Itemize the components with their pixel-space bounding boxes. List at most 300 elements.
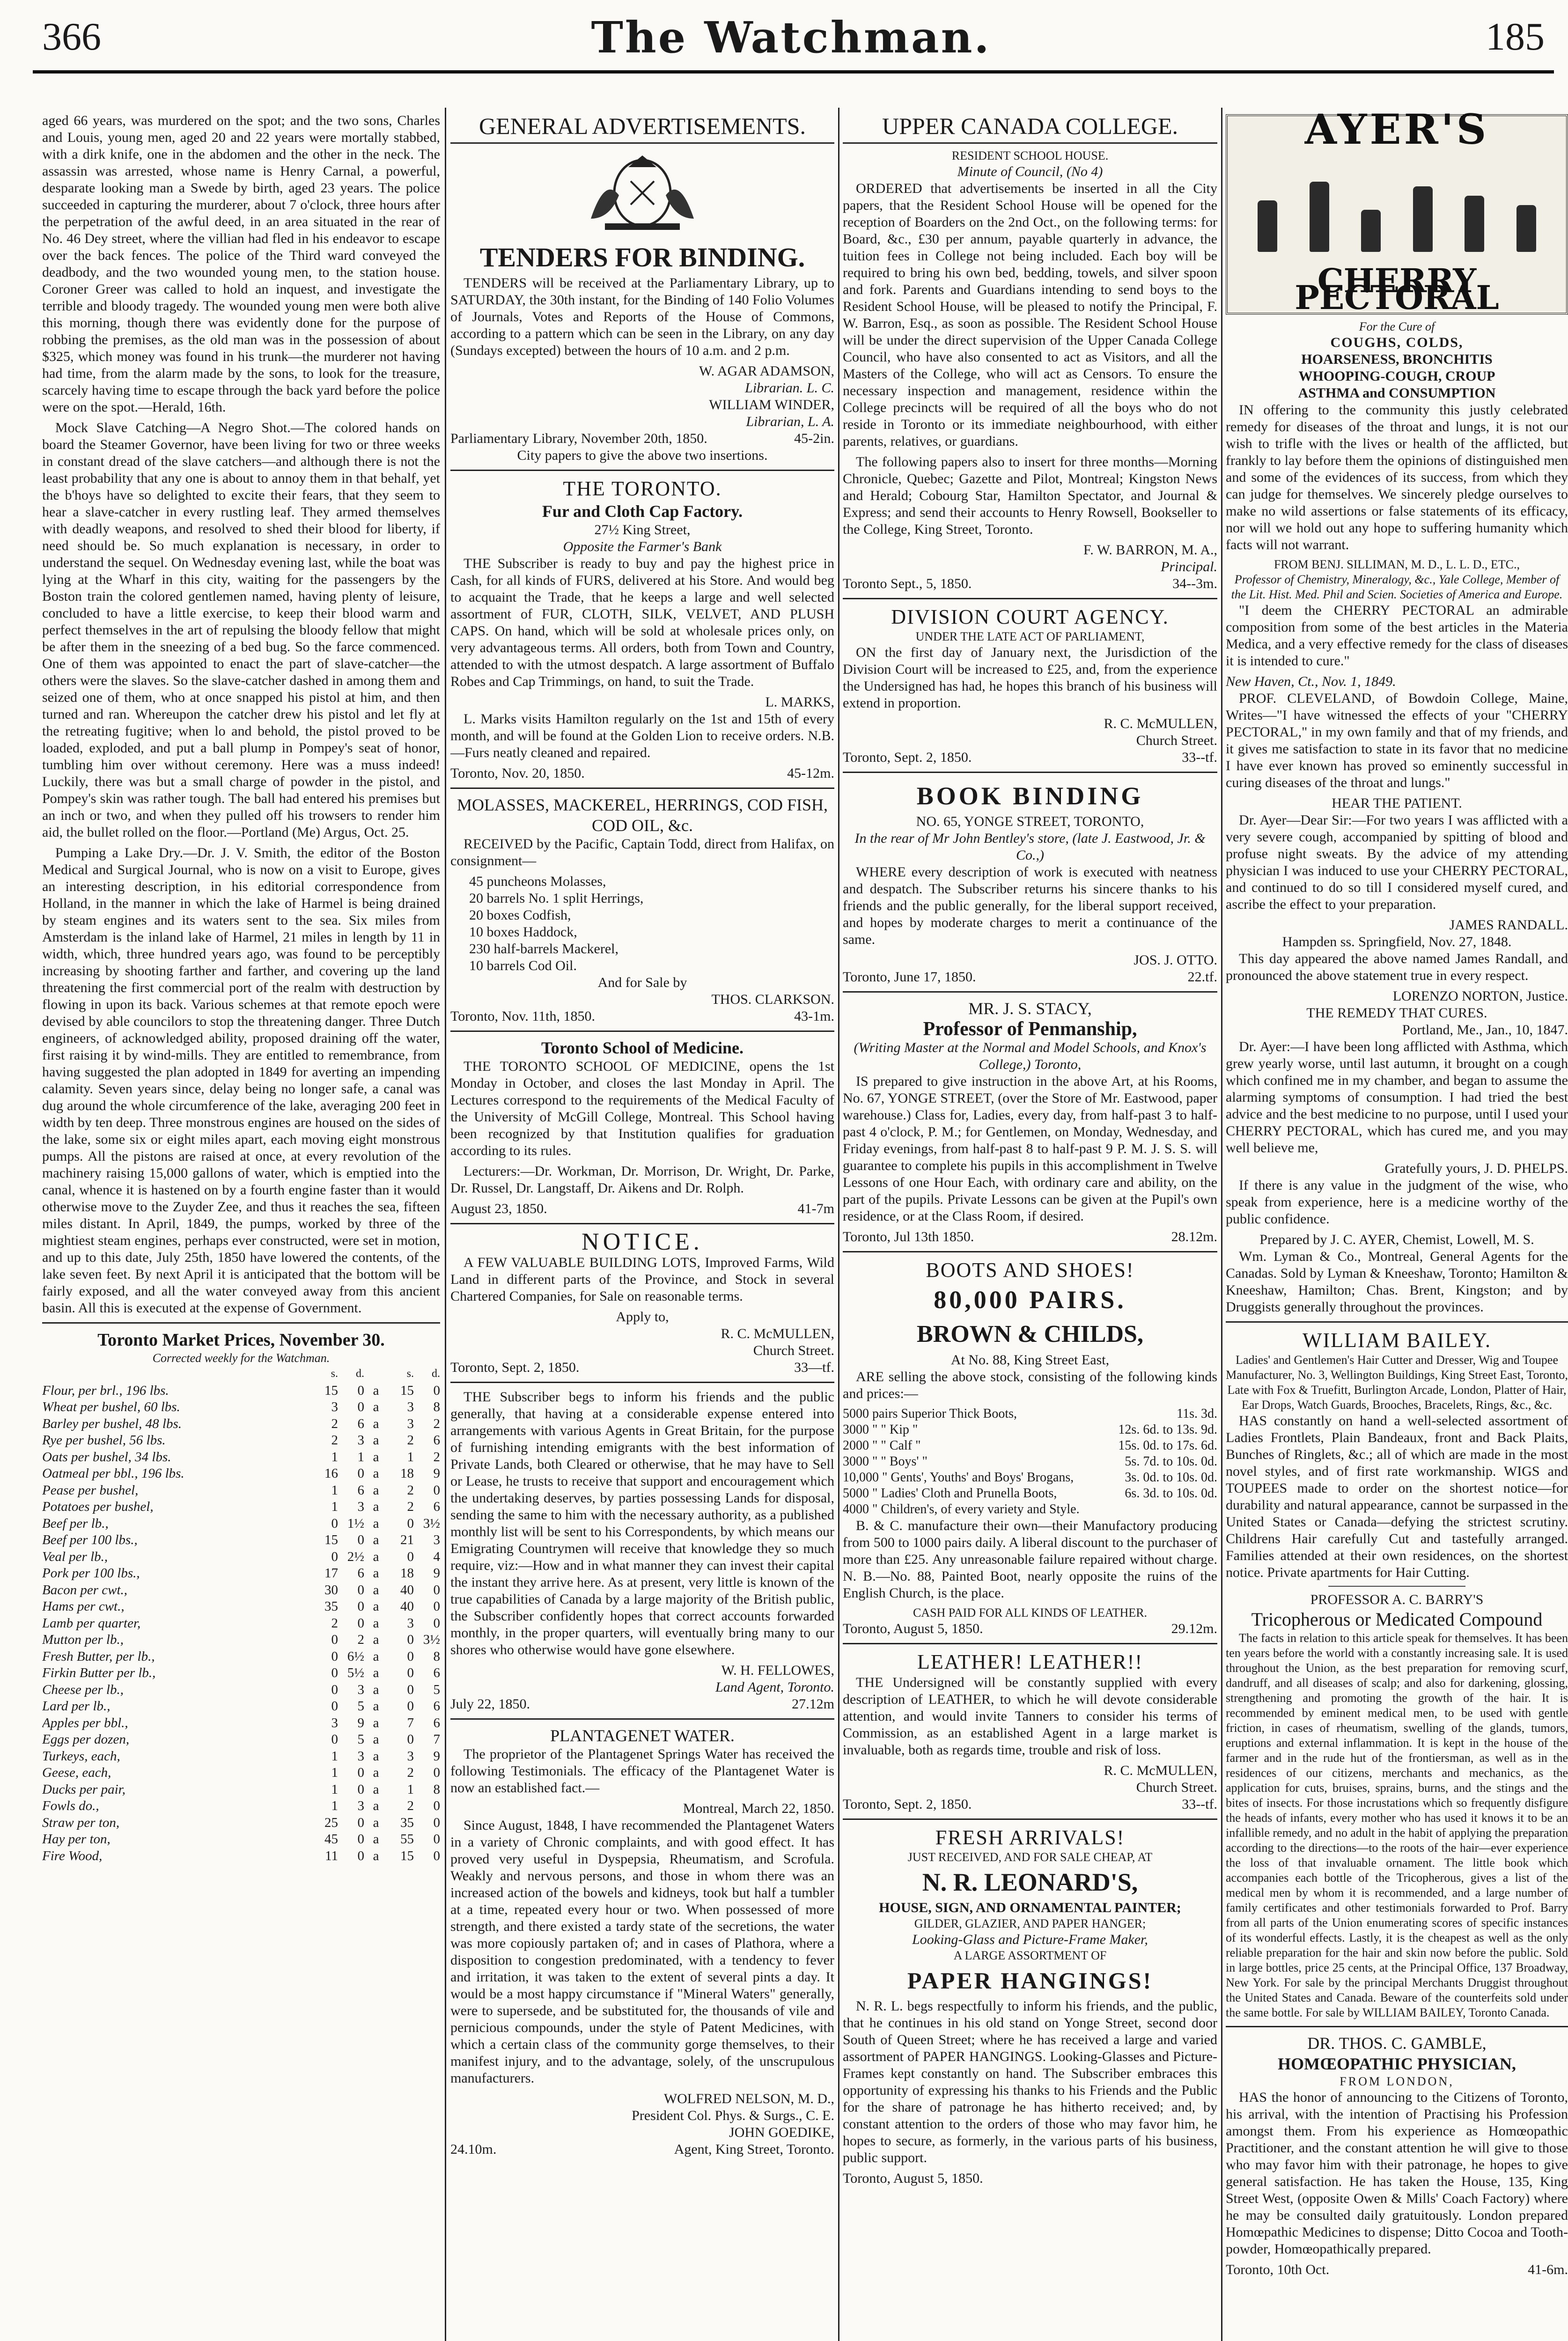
gamble-heading: DR. THOS. C. GAMBLE,: [1307, 2034, 1487, 2053]
market-price-cell: 11: [325, 1848, 338, 1863]
notice-ref: 33—tf.: [794, 1360, 834, 1375]
division-court-sub: UNDER THE LATE ACT OF PARLIAMENT,: [915, 630, 1145, 643]
table-row: [42, 1782, 440, 1798]
list-item: 230 half-barrels Mackerel,: [469, 941, 619, 957]
fur-factory-address: 27½ King Street,: [594, 522, 691, 537]
market-price-cell: 0: [433, 1848, 440, 1863]
market-price-cell: 0: [433, 1482, 440, 1498]
market-price-cell: 0: [433, 1582, 440, 1597]
separator: [450, 470, 834, 471]
division-court-signature-street: Church Street.: [1136, 733, 1217, 748]
ayer-patient-signature: JAMES RANDALL.: [1449, 917, 1568, 933]
plantagenet-testimonial: Since August, 1848, I have recommended the Plantagenet Waters in a variety of Chronic complaints, and with good effect. It has proved very useful in Dyspepsia, Rheumatism, and Scrofula. Weakly and nervous persons, and those in whom there was an increased action of the bowels and kidneys, took but half a tumbler at a time, repeated every hour or two. When possessed of more strength, and there existed a tardy state of the secretions, the water was more copiously partaken of; and in cases of Plathora, where a disposition to congestion predominated, with a tendency to fever and irritation, it was taken to the extent of several pints a day. It would be a most happy circumstance if "Mineral Waters" generally, were to supersede, and be substituted for, the thousands of vile and pernicious compounds, under the style of Patent Medicines, with which a certain class of the community gorge themselves, to their manifest injury, and to the advantage, solely, of the unscrupulous manufacturers.: [450, 1818, 834, 2086]
market-price-cell: 3: [357, 1682, 364, 1697]
boot-price: 12s. 6d. to 13s. 9d.: [1118, 1422, 1217, 1437]
market-price-cell: a: [373, 1782, 379, 1797]
bottles-icon: [1242, 177, 1552, 252]
market-price-cell: 3: [407, 1416, 414, 1431]
boot-item: 3000 " " Kip ": [843, 1422, 918, 1437]
market-price-cell: a: [373, 1715, 379, 1730]
list-item: 10 barrels Cod Oil.: [469, 958, 577, 973]
market-price-cell: 3½: [423, 1516, 440, 1531]
column-divider: [445, 108, 446, 2341]
boot-item: 5000 pairs Superior Thick Boots,: [843, 1406, 1017, 1421]
market-price-cell: 2: [331, 1615, 338, 1631]
list-item: [843, 1470, 1217, 1486]
ayers-logo-subtitle: CHERRY PECTORAL: [1295, 261, 1499, 317]
market-item: Lamb per quarter,: [42, 1615, 141, 1631]
market-price-cell: a: [373, 1765, 379, 1780]
separator: [450, 1382, 834, 1383]
market-price-cell: 1: [331, 1482, 338, 1498]
ucc-ref: 34--3m.: [1172, 576, 1217, 591]
remedy-signature: Gratefully yours, J. D. PHELPS.: [1384, 1161, 1568, 1176]
ayer-agents: Wm. Lyman & Co., Montreal, General Agents for the Canadas. Sold by Lyman & Kneeshaw, Toronto; Hamilton & Kneeshaw, Hamilton; Chas. Brent, Kingston; and by Druggists generally throughout the provinces.: [1226, 1249, 1568, 1315]
plantagenet-ref: 24.10m.: [450, 2142, 497, 2157]
market-price-cell: 7: [433, 1732, 440, 1747]
table-row: [42, 1649, 440, 1665]
market-item: Rye per bushel, 56 lbs.: [42, 1433, 166, 1448]
market-price-cell: 0: [331, 1516, 338, 1531]
market-price-cell: 0: [357, 1599, 364, 1614]
page-number-left: 366: [42, 15, 101, 59]
market-item: Hams per cwt.,: [42, 1599, 125, 1614]
column-divider: [838, 108, 839, 2341]
header-rule: [33, 70, 1554, 74]
remedy-date: Portland, Me., Jan., 10, 1847.: [1402, 1022, 1568, 1038]
table-row: [42, 1482, 440, 1499]
market-price-cell: 0: [331, 1732, 338, 1747]
hear-patient-heading: HEAR THE PATIENT.: [1332, 795, 1462, 811]
stacy-ref: 28.12m.: [1171, 1229, 1217, 1244]
separator: [843, 1251, 1217, 1252]
separator: [1226, 1321, 1568, 1323]
market-price-cell: a: [373, 1649, 379, 1664]
market-price-cell: 6: [433, 1499, 440, 1514]
ayer-cure-4: ASTHMA and CONSUMPTION: [1298, 385, 1496, 401]
list-item: 20 boxes Codfish,: [469, 907, 571, 923]
boot-item: 2000 " " Calf ": [843, 1438, 921, 1453]
fur-factory-ref: 45-12m.: [787, 766, 834, 781]
market-price-cell: 0: [357, 1832, 364, 1847]
leather-date: Toronto, Sept. 2, 1850.: [843, 1796, 972, 1812]
market-price-cell: 8: [433, 1399, 440, 1414]
tenders-signature: W. AGAR ADAMSON,: [699, 363, 834, 379]
boots-ref: 29.12m.: [1171, 1621, 1217, 1636]
market-item: Turkeys, each,: [42, 1748, 120, 1764]
boots-cash: CASH PAID FOR ALL KINDS OF LEATHER.: [913, 1606, 1148, 1620]
william-bailey-body: HAS constantly on hand a well-selected assortment of Ladies Frontlets, Plain Bandeaux, front and Back Plaits, Bunches of Ringlets, &c.; all of which are made in the most novel styles, and of first rate workmanship. WIGS and TOUPEES made to order on the shortest notice—for durability and natural appearance, cannot be surpassed in the United States or Canada—defying the strictest scrutiny. Childrens Hair carefully Cut and tastefully arranged. Families attended at their own residences, on the shortest notice. Private apartments for Hair Cutting.: [1226, 1413, 1568, 1580]
market-price-cell: 2: [407, 1482, 414, 1498]
column-4: [1226, 112, 1568, 2341]
barry-body: The facts in relation to this article speak for themselves. It has been ten years before the world with a constantly increasing sale. It is used throughout the Union, as the best preparation for removing scurf, dandruff, and all diseases of scalp; and also for darkening, glossing, strengthening and promoting the growth of the hair. It is recommended by eminent medical men, to be used with gentle friction, in cases of rheumatism, swelling of the glands, tumors, eruptions and external inflammation. It is kept in the house of the farmer and in the rude hut of the frontiersman, as well as in the residences of our citizens, merchants and mechanics, as the application for cuts, bruises, sprains, burns, and the stings and the bites of insects. For those incrustations which so frequently disfigure the heads of infants, every mother who has used it knows it to be an infallible remedy, and no adult in the habit of applying the preparation according to the directions—to the roots of the hair—ever experience the loss of that invaluable ornament. The little book which accompanies each bottle of the Tricopherous, gives a list of the medical men by whom it is recommended, and a large number of family certificates and other testimonials forwarded to Prof. Barry from all parts of the Union enumerating scores of specific instances of its wonderful effects. Lastly, it is the cheapest as well as the only reliable preparation for the hair and skin now before the public. Sold in large bottles, price 25 cents, at the Principal Office, 137 Broadway, New York. For sale by the principal Merchants Druggist throughout the United States and Canada. Beware of the counterfeits sold under the same bottle. For sale by WILLIAM BAILEY, Toronto Canada.: [1226, 1631, 1568, 2019]
table-row: [42, 1798, 440, 1815]
market-table-header-cell: s.: [331, 1368, 338, 1380]
ayer-patient: Dr. Ayer—Dear Sir:—For two years I was afflicted with a very severe cough, accompanied by spitting of blood and profuse night sweats. By the advice of my attending physician I was induced to use your CHERRY PECTORAL, and continued to do so till I considered myself cured, and ascribe the effect to your preparation.: [1226, 812, 1568, 912]
list-item: [843, 1406, 1217, 1422]
leather-body: THE Undersigned will be constantly supplied with every description of LEATHER, to which he will devote considerable attention, and would invite Tanners to consider his terms of Commission, as an established Agent in a large market is invaluable, both as regards time, trouble and risk of loss.: [843, 1675, 1217, 1758]
market-price-cell: 3: [357, 1748, 364, 1764]
table-row: [42, 1748, 440, 1765]
ayers-logo: [1226, 114, 1568, 315]
tenders-note: City papers to give the above two insertions.: [517, 448, 768, 463]
tenders-signature-title: Librarian. L. C.: [745, 380, 834, 396]
market-price-cell: a: [373, 1615, 379, 1631]
market-price-cell: 2: [407, 1433, 414, 1448]
market-price-cell: a: [373, 1566, 379, 1581]
market-price-cell: a: [373, 1549, 379, 1564]
boot-price: 5s. 7d. to 10s. 0d.: [1125, 1454, 1217, 1469]
leonard-trade2: GILDER, GLAZIER, AND PAPER HANGER;: [914, 1917, 1146, 1930]
market-price-cell: 1: [331, 1748, 338, 1764]
market-item: Eggs per dozen,: [42, 1732, 130, 1747]
list-item: 45 puncheons Molasses,: [469, 874, 606, 889]
medicine-school-lecturers: Lecturers:—Dr. Workman, Dr. Morrison, Dr. Wright, Dr. Parke, Dr. Russel, Dr. Langstaff, Dr. Aikens and Dr. Rolph.: [450, 1163, 834, 1196]
ayer-cure-1: COUGHS, COLDS,: [1330, 335, 1464, 350]
market-price-cell: a: [373, 1665, 379, 1680]
market-subtitle: Corrected weekly for the Watchman.: [152, 1351, 330, 1365]
division-court-heading: DIVISION COURT AGENCY.: [891, 605, 1169, 628]
column-2: [450, 112, 834, 2341]
market-price-cell: a: [373, 1798, 379, 1813]
book-binding-address2: In the rear of Mr John Bentley's store, (late J. Eastwood, Jr. & Co.,): [854, 831, 1206, 863]
boot-price: 6s. 3d. to 10s. 0d.: [1125, 1486, 1217, 1501]
medicine-school-date: August 23, 1850.: [450, 1201, 547, 1216]
market-price-cell: 55: [400, 1832, 414, 1847]
division-court-signature: R. C. McMULLEN,: [1104, 716, 1217, 731]
table-row: [42, 1432, 440, 1449]
market-price-cell: 0: [433, 1815, 440, 1830]
market-price-cell: 18: [400, 1566, 414, 1581]
market-price-cell: 2: [433, 1449, 440, 1465]
book-binding-signature: JOS. J. OTTO.: [1134, 952, 1217, 968]
market-price-cell: a: [373, 1433, 379, 1448]
market-item: Straw per ton,: [42, 1815, 120, 1830]
market-price-cell: a: [373, 1832, 379, 1847]
boot-price: 11s. 3d.: [1177, 1406, 1217, 1421]
market-price-cell: 1: [331, 1765, 338, 1780]
market-price-cell: 5: [357, 1732, 364, 1747]
market-item: Pork per 100 lbs.,: [42, 1566, 140, 1581]
william-bailey-heading: WILLIAM BAILEY.: [1302, 1329, 1492, 1352]
gamble-ref: 41-6m.: [1528, 2262, 1568, 2277]
market-price-cell: 0: [357, 1399, 364, 1414]
market-price-cell: 35: [400, 1815, 414, 1830]
ucc-body2: The following papers also to insert for three months—Morning Chronicle, Quebec; Gazette and Pilot, Montreal; Kingston News and Herald; Cobourg Star, Hamilton Spectator, and Journal & Express; and send their accounts to Henry Rowsell, Bookseller to the College, King Street, Toronto.: [843, 454, 1217, 537]
molasses-heading: MOLASSES, MACKEREL, HERRINGS, COD FISH, COD OIL, &c.: [456, 795, 828, 835]
book-binding-date: Toronto, June 17, 1850.: [843, 969, 976, 985]
fur-factory-body: THE Subscriber is ready to buy and pay the highest price in Cash, for all kinds of FURS, delivered at his Store. And would beg to acquaint the Trade, that he keeps a large and well selected assortment of FUR, CLOTH, SILK, VELVET, AND PLUSH CAPS. On hand, which will be sold at wholesale prices only, on very advantageous terms. All orders, both from Town and Country, attended to with the utmost despatch. A large assortment of Buffalo Robes and Cap Trimmings, on hand, to suit the Trade.: [450, 556, 834, 689]
article-pumping-lake: Pumping a Lake Dry.—Dr. J. V. Smith, the editor of the Boston Medical and Surgical Journal, who is now on a visit to Europe, gives an interesting description, in his editorial correspondence from Holland, in the manner in which the lake of Harmel is being drained by steam engines and its waters sent to the sea. Six miles from Amsterdam is the inland lake of Harmel, 21 miles in length by 11 in width, which, three hundred years ago, was found to be perceptibly increasing by shooting farther and farther, and covering up the land threatening the first commercial port of the realm with destruction by flowing in upon its back. Various schemes at that remote epoch were devised by able councilors to stop the threatening danger. Three Dutch engineers, of acknowledged ability, proposed draining off the water, first raising it by wind-mills. They are entitled to remembrance, from having suggested the plan adopted in 1849 for averting an impending calamity. Seven years since, delay being no longer safe, a canal was dug around the whole circumference of the lake, averaging 200 feet in width by ten deep. Three monstrous engines are housed on the sides of the lake, some six or eight miles apart, each moving eight monstrous pumps. All the pistons are raised at once, at every revolution of the machinery raising 15,000 gallons of water, which is emptied into the canal, whence it is hastened on by a fourth engine faster than it would otherwise move to the Zuyder Zee, and thus it reaches the sea, fifteen miles distant. In April, 1849, the pumps, worked by three of the mightiest steam engines, perhaps ever constructed, were set in motion, and up to this date, July 25th, 1850 have lowered the contents, of the lake seven feet. By next April it is anticipated that the bottom will be fairly exposed, and all the water conveyed away from this ancient basin. All this is executed at the expense of Government.: [42, 845, 440, 1316]
market-price-cell: 0: [357, 1815, 364, 1830]
market-price-cell: a: [373, 1499, 379, 1514]
separator: [1328, 1586, 1465, 1587]
notice-heading: NOTICE.: [582, 1229, 703, 1255]
market-price-cell: 0: [433, 1798, 440, 1813]
market-price-cell: 1½: [347, 1516, 364, 1531]
table-row: [42, 1532, 440, 1549]
ucc-subheading: RESIDENT SCHOOL HOUSE.: [951, 149, 1109, 162]
boots-address: At No. 88, King Street East,: [950, 1352, 1110, 1368]
barry-title: Tricopherous or Medicated Compound: [1251, 1609, 1543, 1630]
boots-pairs: 80,000 PAIRS.: [934, 1286, 1126, 1314]
market-price-cell: 6: [357, 1566, 364, 1581]
market-price-cell: 3: [331, 1399, 338, 1414]
table-row: [42, 1499, 440, 1516]
tenders-signature: WILLIAM WINDER,: [709, 397, 834, 412]
separator: [843, 991, 1217, 993]
medicine-school-ref: 41-7m: [797, 1201, 834, 1216]
market-price-cell: 30: [324, 1582, 338, 1597]
market-price-cell: 2: [433, 1416, 440, 1431]
market-price-cell: 45: [324, 1832, 338, 1847]
ayer-quote-date: New Haven, Ct., Nov. 1, 1849.: [1226, 674, 1396, 689]
market-price-cell: 2: [407, 1798, 414, 1813]
market-item: Pease per bushel,: [42, 1482, 139, 1498]
table-row: [42, 1815, 440, 1832]
gamble-body: HAS the honor of announcing to the Citizens of Toronto, his arrival, with the intention of Practising his Profession amongst them. From his experience as Homœopathic Practitioner, and the constant attention he will give to those who may favor him with their patronage, he hopes to give general satisfaction. He has taken the House, 135, King Street West, (opposite Owen & Mills' Coach Factory) where he may be consulted daily gratuitously. London prepared Homœpathic Medicines to dispense; Ditto Cocoa and Tooth-powder, Homœopathically prepared.: [1226, 2090, 1568, 2257]
market-item: Apples per bbl.,: [42, 1715, 128, 1730]
william-bailey-sub: Ladies' and Gentlemen's Hair Cutter and Dresser, Wig and Toupee Manufacturer, No. 3, Wellington Buildings, King Street East, Toronto, Late with Fox & Truefitt, Burlington Arcade, London, Platter of Hair, Ear Drops, Watch Guards, Brooches, Bracelets, Rings, &c., &c.: [1226, 1353, 1568, 1412]
boots-body: ARE selling the above stock, consisting of the following kinds and prices:—: [843, 1369, 1217, 1401]
market-price-cell: 1: [357, 1449, 364, 1465]
market-item: Oats per bushel, 34 lbs.: [42, 1449, 171, 1465]
market-price-cell: 8: [433, 1782, 440, 1797]
remedy-heading: THE REMEDY THAT CURES.: [1306, 1005, 1487, 1021]
medicine-school-heading: Toronto School of Medicine.: [541, 1038, 744, 1057]
boots-heading: BOOTS AND SHOES!: [926, 1259, 1134, 1281]
list-item: [843, 1486, 1217, 1502]
market-price-cell: 15: [324, 1383, 338, 1398]
molasses-ref: 43-1m.: [794, 1009, 834, 1024]
market-price-cell: a: [373, 1532, 379, 1547]
emigration-ref: 27.12m: [792, 1696, 834, 1712]
leonard-body: N. R. L. begs respectfully to inform his friends, and the public, that he continues in his old stand on Yonge Street, second door South of Queen Street; where he has received a large and varied assortment of PAPER HANGINGS. Looking-Glasses and Picture-Frames kept constantly on hand. The Subscriber embraces this opportunity of expressing his thanks to his Friends and the Public for the share of patronage he has hitherto received; and, by constant attention to the orders of those who may favor him, he hopes to secure, as formerly, in the various parts of his business, public support.: [843, 1998, 1217, 2165]
fresh-arrivals-sub: JUST RECEIVED, AND FOR SALE CHEAP, AT: [907, 1850, 1153, 1864]
market-table-header: [42, 1366, 440, 1383]
market-price-cell: 17: [324, 1566, 338, 1581]
stacy-body: IS prepared to give instruction in the above Art, at his Rooms, No. 67, YONGE STREET, (over the Store of Mr. Eastwood, paper warehouse.) Class for, Ladies, every day, from half-past 3 to half-past 4 o'clock, P. M.; for Gentlemen, on Monday, Wednesday, and Friday evenings, from half-past 8 to half-past 9 P. M. J. S. S. will guarantee to complete his pupils in this accomplishment in Twelve Lessons of one Hour Each, with ordinary care and ability, on the part of the pupils. Private Lessons can be given at the Pupil's own residence, or at the Class Room, if desired.: [843, 1074, 1217, 1224]
market-price-cell: 7: [407, 1715, 414, 1730]
market-price-cell: 0: [357, 1466, 364, 1481]
market-title: Toronto Market Prices, November 30.: [97, 1330, 385, 1350]
masthead-title: The Watchman.: [591, 12, 991, 63]
ayer-body: IN offering to the community this justly celebrated remedy for diseases of the throat and lungs, it is not our wish to trifle with the lives or health of the afflicted, but frankly to lay before them the opinions of distinguished men and some of the evidences of its success, from which they can judge for themselves. We sincerely pledge ourselves to make no wild assertions or false statements of its efficacy, nor will we hold out any hope to suffering humanity which facts will not warrant.: [1226, 402, 1568, 552]
stacy-heading: MR. J. S. STACY,: [968, 999, 1092, 1018]
leonard-trade: HOUSE, SIGN, AND ORNAMENTAL PAINTER;: [879, 1900, 1181, 1915]
market-price-cell: 0: [407, 1682, 414, 1697]
market-price-cell: 0: [331, 1699, 338, 1714]
market-price-cell: a: [373, 1815, 379, 1830]
notice-signature: R. C. McMULLEN,: [721, 1326, 834, 1341]
ucc-body: ORDERED that advertisements be inserted in all the City papers, that the Resident School House will be opened for the reception of Boarders on the 2nd Oct., on the following terms: for Board, &c., £30 per annum, payable quarterly in advance, the tuition fees in College not being included. Each boy will be required to bring his own bed, bedding, towels, and silver spoon and fork. Parents and Guardians intending to send boys to the Resident School House, will be pleased to notify the Principal, F. W. Barron, Esq., as soon as possible. The Resident School House will be under the direct supervision of the Upper Canada College Council, who have also consented to act as Visitors, and all the Masters of the College, who will act as Censors. To ensure the necessary inspection and management, residence within the College precincts will be required of all the boys who do not reside in Toronto or its immediate neighbourhood, with either parents, relatives, or guardians.: [843, 181, 1217, 449]
market-price-cell: 6: [357, 1482, 364, 1498]
tenders-ref: 45-2in.: [794, 431, 834, 446]
table-row: [42, 1549, 440, 1566]
ucc-signature: F. W. BARRON, M. A.,: [1083, 542, 1217, 558]
market-table-header-cell: d.: [432, 1368, 440, 1380]
emigration-signature: W. H. FELLOWES,: [721, 1663, 834, 1678]
plantagenet-body: The proprietor of the Plantagenet Springs Water has received the following Testimonials. The efficacy of the Plantagenet Water is now an established fact.—: [450, 1746, 834, 1796]
market-price-cell: 3: [357, 1798, 364, 1813]
market-price-cell: 35: [324, 1599, 338, 1614]
ucc-signature-title: Principal.: [1161, 559, 1217, 574]
column-1: [42, 112, 440, 2341]
tenders-place: Parliamentary Library, November 20th, 1850.: [450, 431, 707, 446]
fur-factory-note: L. Marks visits Hamilton regularly on the 1st and 15th of every month, and will be found at the Golden Lion to receive orders. N.B.—Furs neatly cleaned and repaired.: [450, 711, 834, 760]
market-price-cell: 1: [331, 1798, 338, 1813]
plantagenet-agent-addr: Agent, King Street, Toronto.: [674, 2142, 834, 2157]
medicine-school-body: THE TORONTO SCHOOL OF MEDICINE, opens the 1st Monday in October, and closes the last Monday in April. The Lectures correspond to the requirements of the Medical Faculty of the University of McGill College, Montreal. This School having been recognized by that Institution qualifies for graduation according to its rules.: [450, 1059, 834, 1158]
market-price-cell: a: [373, 1399, 379, 1414]
market-price-cell: 0: [357, 1848, 364, 1863]
fur-factory-date: Toronto, Nov. 20, 1850.: [450, 766, 585, 781]
stacy-subtitle: (Writing Master at the Normal and Model Schools, and Knox's College,) Toronto,: [854, 1040, 1207, 1072]
market-price-cell: 3: [407, 1748, 414, 1764]
market-price-cell: 40: [400, 1582, 414, 1597]
market-price-cell: 40: [400, 1599, 414, 1614]
ayer-patient2: This day appeared the above named James Randall, and pronounced the above statement true in every respect.: [1226, 951, 1568, 983]
market-table-header-cell: d.: [356, 1368, 364, 1380]
fresh-arrivals-heading: FRESH ARRIVALS!: [935, 1826, 1125, 1849]
ayer-patient-date: Hampden ss. Springfield, Nov. 27, 1848.: [1282, 934, 1512, 950]
tenders-title: TENDERS FOR BINDING.: [479, 242, 805, 272]
plantagenet-date: Montreal, March 22, 1850.: [683, 1801, 834, 1816]
market-price-cell: a: [373, 1582, 379, 1597]
market-price-cell: 0: [433, 1832, 440, 1847]
separator: [843, 598, 1217, 599]
market-price-cell: 3: [407, 1615, 414, 1631]
separator: [450, 1718, 834, 1720]
list-item: [843, 1438, 1217, 1454]
article-mock-slave-catching: Mock Slave Catching—A Negro Shot.—The colored hands on board the Steamer Governor, have been living for two or three weeks in constant dread of the slave catchers—and although there is not the least probability that any one is about to annoy them in that behalf, yet the b'hoys have so delighted to excite their fears, that they seem to hear a slave-catcher in every rustling leaf. They armed themselves with deadly weapons, and resolved to shed their blood for liberty, if need should be. So much explanation is necessary, in order to understand the sequel. On Wednesday evening last, while the boat was lying at the Wharf in this city, waiting for the passengers by the Boston train the colored gentlemen named, having plenty of leisure, concluded to have a little exercise, to keep their blood warm and perfect themselves in the art of repulsing the bloody fellow that might be after them in the sneezing of a bed bug. So the farce commenced. One of them was appointed to enact the part of slave-catcher—the others were the slaves. So the slave-catcher dashed in among them and seized one of them, who at once snapped his pistol at him, and then turned and ran. Whereupon the catcher drew his pistol and let fly at the retreating fugitive; when lo and behold, the pistol proved to be loaded, exploded, and put a ball plump in Pompey's seat of honor, tumbling him over without ceremony. Here was a muss indeed! Luckily, there was but a small charge of powder in the pistol, and Pompey's skin was rather tough. The ball had entered his premises but an inch or two, and when they pulled off his trowsers to render him aid, the bullet rolled on the floor.—Portland (Me) Argus, Oct. 25.: [42, 420, 440, 840]
emigration-date: July 22, 1850.: [450, 1696, 530, 1712]
book-binding-address: NO. 65, YONGE STREET, TORONTO,: [916, 814, 1144, 829]
market-price-cell: 15: [400, 1383, 414, 1398]
boot-price: 15s. 0d. to 17s. 6d.: [1118, 1438, 1217, 1453]
market-price-cell: 0: [407, 1632, 414, 1647]
separator: [42, 1322, 440, 1324]
boot-item: 4000 " Children's, of every variety and Style.: [843, 1502, 1080, 1516]
book-binding-ref: 22.tf.: [1187, 969, 1217, 985]
table-row: [42, 1565, 440, 1582]
market-table: [42, 1366, 440, 1864]
table-row: [42, 1465, 440, 1482]
ucc-heading: UPPER CANADA COLLEGE.: [843, 112, 1217, 144]
market-price-cell: 2: [407, 1499, 414, 1514]
market-item: Beef per 100 lbs.,: [42, 1532, 138, 1547]
gamble-title: HOMŒOPATHIC PHYSICIAN,: [1278, 2054, 1516, 2073]
book-binding-heading: BOOK BINDING: [916, 782, 1144, 810]
market-price-cell: 1: [331, 1499, 338, 1514]
table-row: [42, 1765, 440, 1782]
market-price-cell: a: [373, 1599, 379, 1614]
remedy-body2: If there is any value in the judgment of the wise, who speak from experience, here is a medicine worthy of the public confidence.: [1226, 1178, 1568, 1227]
market-table-header-cell: s.: [406, 1368, 414, 1380]
market-price-cell: 5: [433, 1682, 440, 1697]
market-price-cell: a: [373, 1632, 379, 1647]
market-price-cell: a: [373, 1482, 379, 1498]
table-row: [42, 1831, 440, 1848]
barry-heading: PROFESSOR A. C. BARRY'S: [1310, 1592, 1484, 1607]
market-price-cell: a: [373, 1848, 379, 1863]
list-item: 10 boxes Haddock,: [469, 924, 577, 940]
market-item: Beef per lb.,: [42, 1516, 109, 1531]
list-item: [843, 1502, 1217, 1517]
market-price-cell: 16: [324, 1466, 338, 1481]
separator: [450, 1223, 834, 1224]
table-row: [42, 1416, 440, 1433]
market-item: Ducks per pair,: [42, 1782, 126, 1797]
leather-signature: R. C. McMULLEN,: [1104, 1763, 1217, 1778]
ayer-prepared: Prepared by J. C. AYER, Chemist, Lowell, M. S.: [1259, 1232, 1534, 1247]
list-item: [843, 1454, 1217, 1470]
separator: [843, 1643, 1217, 1644]
separator: [450, 788, 834, 789]
plantagenet-signature-title: President Col. Phys. & Surgs., C. E.: [632, 2108, 834, 2123]
market-price-cell: 0: [433, 1765, 440, 1780]
table-row: [42, 1598, 440, 1615]
general-ads-heading: GENERAL ADVERTISEMENTS.: [450, 112, 834, 144]
market-price-cell: 3: [331, 1715, 338, 1730]
column-3: [843, 112, 1217, 2341]
market-price-cell: 2½: [347, 1549, 364, 1564]
table-row: [42, 1698, 440, 1715]
boot-item: 3000 " " Boys' ": [843, 1454, 928, 1469]
market-price-cell: 9: [433, 1566, 440, 1581]
market-item: Lard per lb.,: [42, 1699, 110, 1714]
separator: [450, 1031, 834, 1032]
molasses-signature: THOS. CLARKSON.: [711, 992, 834, 1007]
market-price-cell: 9: [357, 1715, 364, 1730]
table-row: [42, 1731, 440, 1748]
market-price-cell: 21: [400, 1532, 414, 1547]
market-price-cell: 3: [407, 1399, 414, 1414]
boots-body2: B. & C. manufacture their own—their Manufactory producing from 500 to 1000 pairs daily. A liberal discount to the purchaser of more than £25. Any unreasonable failure repaired without charge. N. B.—No. 88, Painted Boot, nearly opposite the ruins of the English Church, is the place.: [843, 1518, 1217, 1601]
list-item: 20 barrels No. 1 split Herrings,: [469, 891, 644, 906]
market-price-cell: 0: [357, 1383, 364, 1398]
crest-icon: [450, 148, 834, 237]
leonard-trade3: Looking-Glass and Picture-Frame Maker,: [912, 1932, 1148, 1947]
fur-factory-heading: THE TORONTO.: [563, 477, 722, 500]
market-price-cell: 0: [407, 1516, 414, 1531]
market-price-cell: 1: [407, 1449, 414, 1465]
list-item: [843, 1422, 1217, 1438]
market-item: Potatoes per bushel,: [42, 1499, 154, 1514]
notice-apply: Apply to,: [616, 1309, 669, 1325]
ayers-logo-title: AYER'S: [1304, 112, 1489, 154]
market-price-cell: 1: [331, 1449, 338, 1465]
market-price-cell: a: [373, 1516, 379, 1531]
book-binding-body: WHERE every description of work is executed with neatness and despatch. The Subscriber returns his sincere thanks to his friends and the public generally, for the liberal support received, and hopes by moderate charges to merit a continuance of the same.: [843, 864, 1217, 947]
separator: [843, 1818, 1217, 1820]
market-price-cell: 25: [324, 1815, 338, 1830]
market-item: Flour, per brl., 196 lbs.: [42, 1383, 169, 1398]
page-header: [33, 8, 1549, 66]
market-price-cell: 0: [331, 1649, 338, 1664]
market-price-cell: 6: [433, 1715, 440, 1730]
gamble-from: FROM LONDON,: [1340, 2075, 1454, 2088]
fur-factory-address2: Opposite the Farmer's Bank: [563, 539, 722, 554]
boots-price-list: [843, 1406, 1217, 1517]
market-item: Geese, each,: [42, 1765, 111, 1780]
ucc-date: Toronto Sept., 5, 1850.: [843, 576, 972, 591]
boots-date: Toronto, August 5, 1850.: [843, 1621, 983, 1636]
market-item: Mutton per lb.,: [42, 1632, 124, 1647]
market-item: Hay per ton,: [42, 1832, 110, 1847]
royal-arms-vignette: [450, 148, 834, 237]
market-price-cell: a: [373, 1748, 379, 1764]
